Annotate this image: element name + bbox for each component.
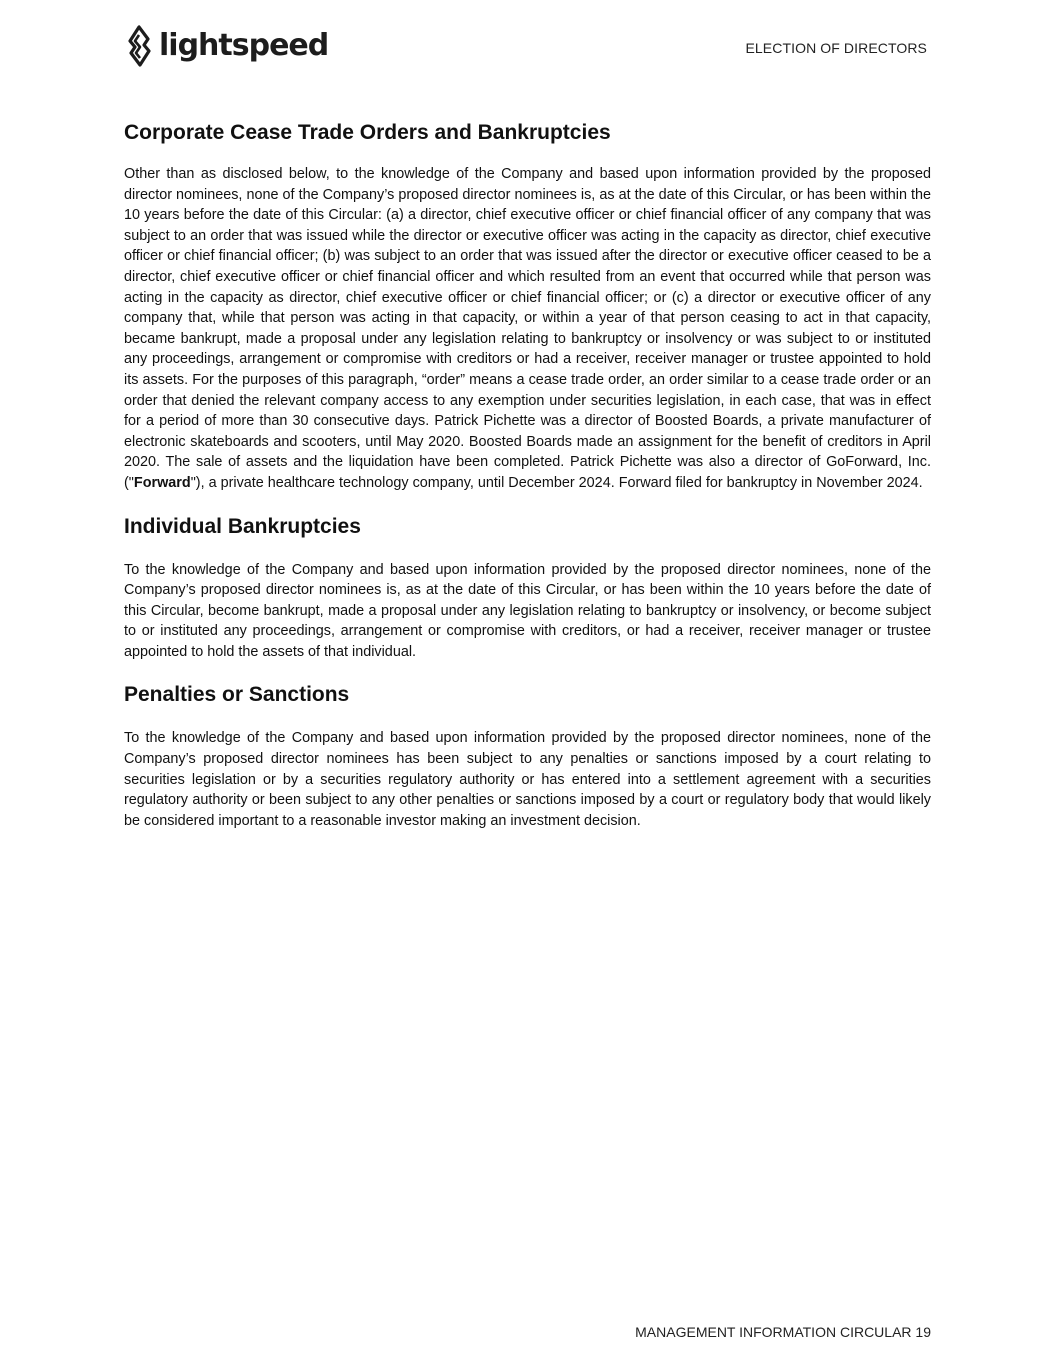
section-heading: Individual Bankruptcies [124,514,361,538]
section-paragraph [124,164,931,494]
section-paragraph: To the knowledge of the Company and based upon information provided by the proposed director nominees, none of the Company’s proposed director nominees is, as at the date of this Circular, or has been within the 10 years before the date of this Circular, become bankrupt, made a proposal under any legislation relating to bankruptcy or insolvency, or become subject to or instituted any proceedings, arrangement or compromise with creditors, or had a receiver, receiver manager or trustee appointed to hold the assets of that individual. [124,561,931,660]
section-heading: Corporate Cease Trade Orders and Bankruptcies [124,121,611,144]
section-paragraph: To the knowledge of the Company and based upon information provided by the proposed director nominees, none of the Company’s proposed director nominees has been subject to any penalties or sanctions imposed by a court relating to securities legislation or by a securities regulatory authority or has entered into a settlement agreement with a securities regulatory authority or been subject to any other penalties or sanctions imposed by a court or regulatory body that would likely be considered important to a reasonable investor making an investment decision. [124,730,931,829]
document-body [124,116,931,831]
flame-icon [127,25,153,67]
section-label: ELECTION OF DIRECTORS [745,40,927,56]
section-heading: Penalties or Sanctions [124,683,350,707]
defined-term: Forward [133,474,191,491]
page-footer: MANAGEMENT INFORMATION CIRCULAR 19 [635,1324,931,1340]
page-header [0,0,1055,90]
paragraph-text: Other than as disclosed below, to the knowledge of the Company and based upon information provided by the proposed director nominees, none of the Company’s proposed director nominees is, as at the date of this Circular, or has been within the 10 years before the date of this Circular: (a) a director, chief executive officer or chief financial officer of any company that was subject to an order that was issued while the director or executive officer was acting in the capacity as director, chief executive officer or chief financial officer; (b) was subject to an order that was issued after the director or executive officer ceased to be a director, chief executive officer or chief financial officer and which resulted from an event that occurred while that person was acting in the capacity as director, chief executive officer or chief financial officer; or (c) a director or executive officer of any company that, while that person was acting in that capacity, or within a year of that person ceasing to act in that capacity, became bankrupt, made a proposal under any legislation relating to bankruptcy or insolvency or was subject to or instituted any proceedings, arrangement or compromise with creditors or had a receiver, receiver manager or trustee appointed to hold its assets. For the purposes of this paragraph, “order” means a cease trade order, an order similar to a cease trade order or an order that denied the relevant company access to any exemption under securities legislation, in each case, that was in effect for a period of more than 30 consecutive days. Patrick Pichette was a director of Boosted Boards, a private manufacturer of electronic skateboards and scooters, until May 2020. Boosted Boards made an assignment for the benefit of creditors in April 2020. The sale of assets and the liquidation have been completed. Patrick Pichette was also a director of GoForward, Inc. (" [124,166,931,491]
logo-wordmark: lightspeed [159,28,329,63]
lightspeed-logo [127,24,328,68]
paragraph-text: "), a private healthcare technology company, until December 2024. Forward filed for bankruptcy in November 2024. [190,474,923,491]
